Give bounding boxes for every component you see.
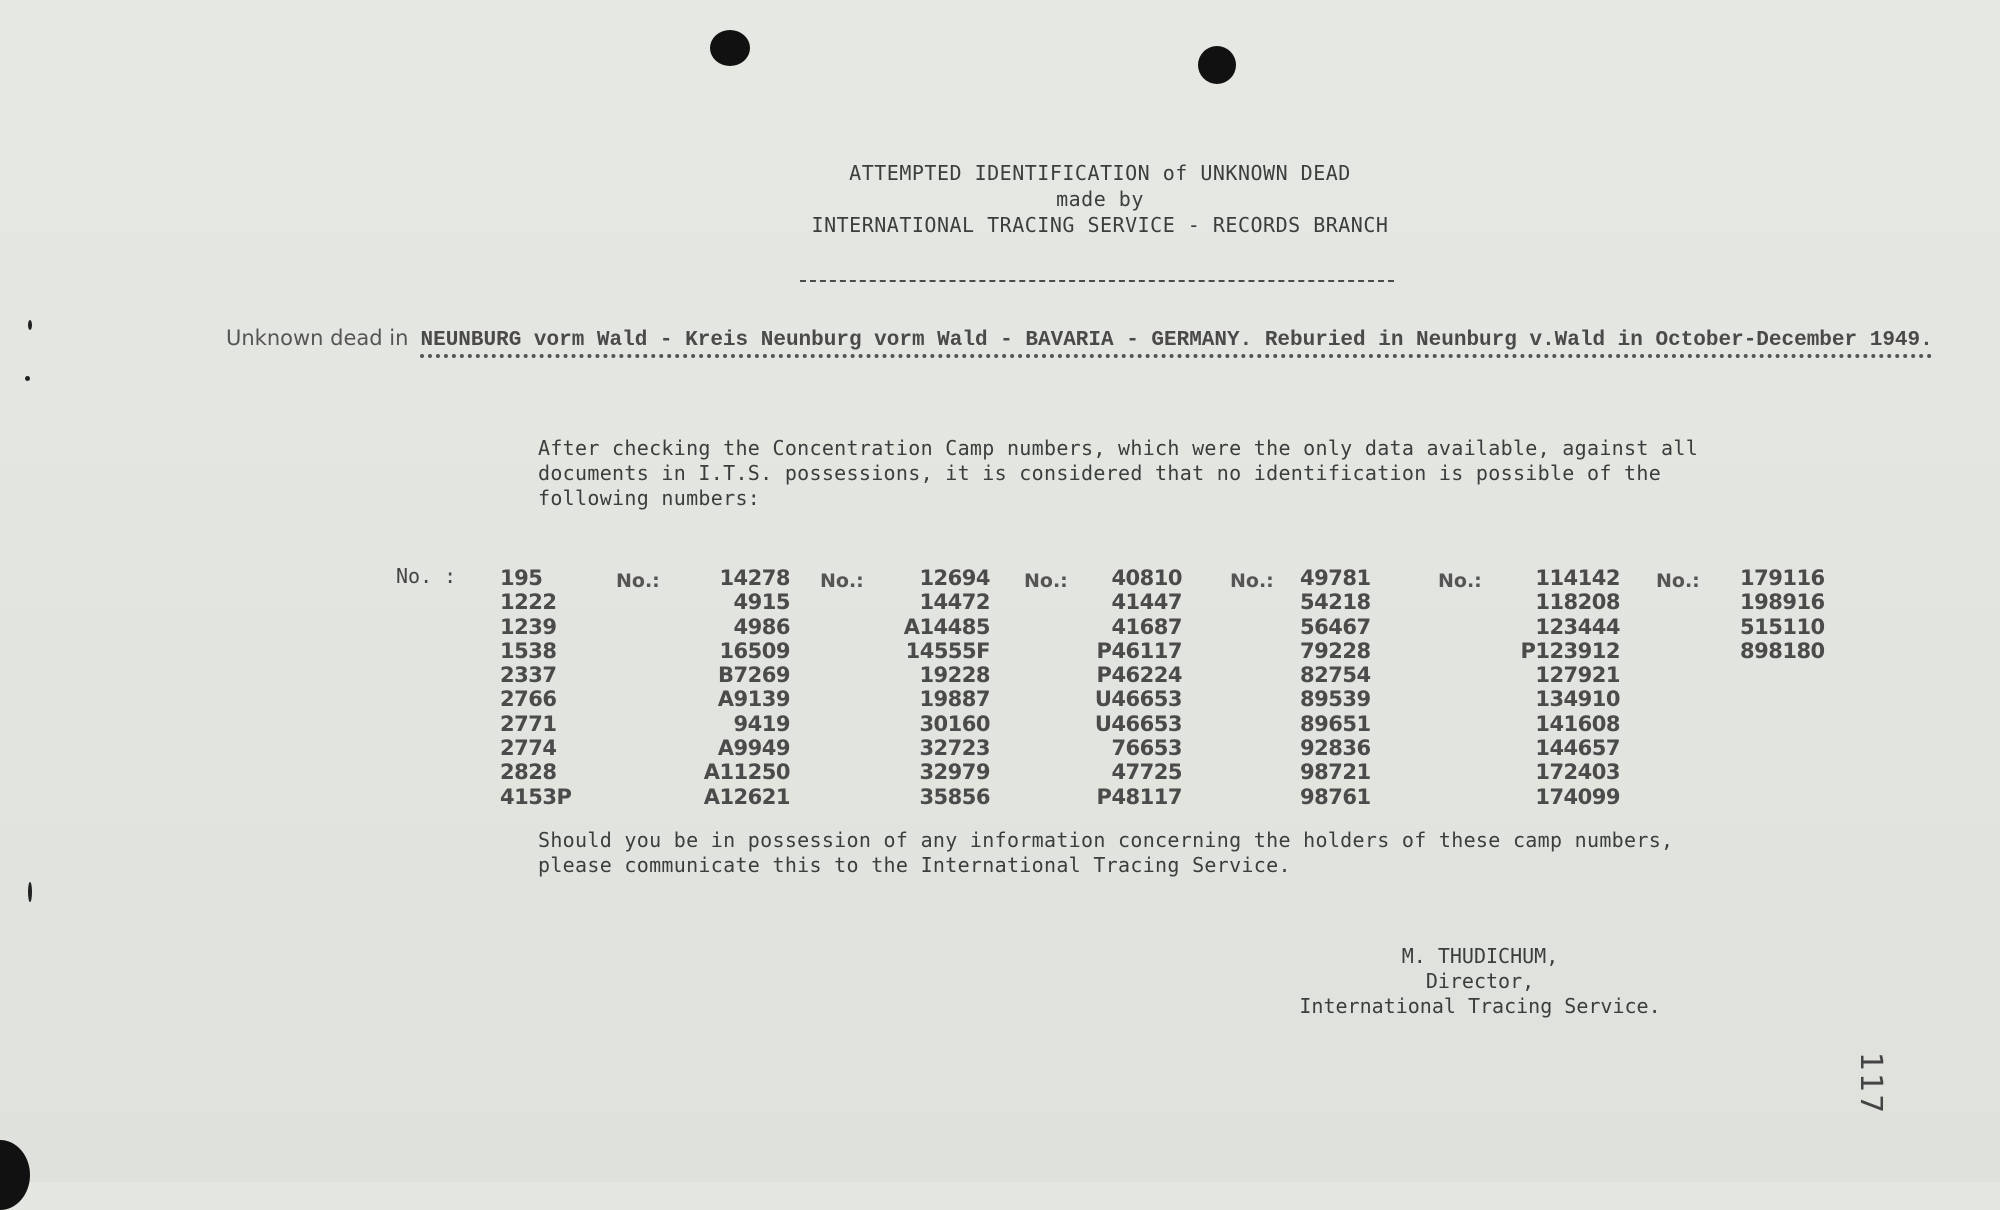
camp-number: 144657 bbox=[1535, 736, 1620, 761]
numbers-label: No.: bbox=[1024, 570, 1068, 592]
numbers-column bbox=[500, 566, 570, 809]
signatory-title: Director, bbox=[1425, 969, 1535, 993]
camp-number: 30160 bbox=[919, 711, 990, 736]
signatory-organization: International Tracing Service. bbox=[1299, 994, 1661, 1018]
camp-number: 179116 bbox=[1740, 566, 1825, 590]
camp-number: 14472 bbox=[919, 590, 990, 615]
camp-number: 14555F bbox=[905, 638, 990, 663]
camp-number: U46653 bbox=[1094, 687, 1182, 712]
camp-number: 134910 bbox=[1535, 687, 1620, 712]
camp-number: 174099 bbox=[1535, 784, 1620, 809]
camp-number: 195 bbox=[500, 566, 543, 590]
camp-number: 54218 bbox=[1300, 590, 1371, 615]
camp-number: 56467 bbox=[1300, 614, 1371, 639]
camp-number: 82754 bbox=[1300, 663, 1371, 688]
camp-number: 198916 bbox=[1740, 590, 1825, 615]
camp-number: 118208 bbox=[1535, 590, 1620, 615]
numbers-column bbox=[880, 566, 990, 809]
intro-paragraph: After checking the Concentration Camp numbers, which were the only data available, against all documents in I.T.S. possessions, it is considered that no identification is possible of the following numbers: bbox=[538, 436, 1699, 510]
camp-number: P123912 bbox=[1520, 638, 1620, 663]
camp-number: 141608 bbox=[1535, 711, 1620, 736]
numbers-label: No. : bbox=[396, 564, 457, 588]
camp-number: 41447 bbox=[1111, 590, 1182, 615]
numbers-column bbox=[1500, 566, 1620, 809]
camp-number: 32979 bbox=[919, 760, 990, 785]
numbers-column bbox=[1300, 566, 1388, 809]
punch-hole bbox=[710, 30, 750, 66]
numbers-column bbox=[1080, 566, 1182, 809]
speck-mark bbox=[28, 320, 32, 330]
closing-paragraph: Should you be in possession of any information concerning the holders of these camp numbers, please communicate this to the International Tracing Service. bbox=[538, 828, 1674, 877]
camp-number: 123444 bbox=[1535, 614, 1620, 639]
camp-number: 4153P bbox=[500, 784, 572, 809]
camp-number: 2828 bbox=[500, 760, 557, 785]
subject-location: NEUNBURG vorm Wald - Kreis Neunburg vorm Wald - BAVARIA - GERMANY. Reburied in Neunburg v.Wald in October-December 1949. bbox=[420, 329, 1932, 358]
camp-number: 40810 bbox=[1111, 566, 1182, 590]
camp-number: 1222 bbox=[500, 590, 557, 615]
numbers-label: No.: bbox=[616, 570, 660, 592]
camp-number: 1538 bbox=[500, 638, 557, 663]
camp-number: 98721 bbox=[1300, 760, 1371, 785]
corner-shadow bbox=[0, 1140, 30, 1210]
camp-number: 76653 bbox=[1111, 736, 1182, 761]
camp-number: 92836 bbox=[1300, 736, 1371, 761]
header-organization: INTERNATIONAL TRACING SERVICE - RECORDS BRANCH bbox=[811, 213, 1389, 237]
camp-number: 16509 bbox=[719, 638, 790, 663]
header-subtitle: made by bbox=[1056, 187, 1144, 211]
camp-number: 172403 bbox=[1535, 760, 1620, 785]
camp-number: 19228 bbox=[919, 663, 990, 688]
camp-number: 41687 bbox=[1111, 614, 1182, 639]
camp-number: 35856 bbox=[919, 784, 990, 809]
camp-number: P46224 bbox=[1096, 663, 1182, 688]
document-header bbox=[700, 160, 1500, 238]
camp-number: 89651 bbox=[1300, 711, 1371, 736]
subject-lead: Unknown dead in bbox=[226, 326, 409, 350]
numbers-column bbox=[1740, 566, 1830, 663]
camp-number: 79228 bbox=[1300, 638, 1371, 663]
signature-block bbox=[1280, 944, 1680, 1019]
camp-number: P48117 bbox=[1096, 784, 1182, 809]
camp-number: 14278 bbox=[719, 566, 790, 590]
camp-number: 98761 bbox=[1300, 784, 1371, 809]
camp-number: A11250 bbox=[703, 760, 790, 785]
header-divider bbox=[800, 280, 1394, 282]
camp-number: 4915 bbox=[733, 590, 790, 615]
numbers-label: No.: bbox=[820, 570, 864, 592]
camp-number: 47725 bbox=[1111, 760, 1182, 785]
subject-line bbox=[226, 326, 1933, 352]
camp-number: 12694 bbox=[919, 566, 990, 590]
speck-mark bbox=[25, 376, 30, 381]
camp-number: 898180 bbox=[1740, 638, 1825, 663]
camp-number: U46653 bbox=[1094, 711, 1182, 736]
signatory-name: M. THUDICHUM, bbox=[1401, 944, 1559, 968]
camp-number: 9419 bbox=[733, 711, 790, 736]
camp-number: 515110 bbox=[1740, 614, 1825, 639]
page-number: 117 bbox=[1853, 1052, 1888, 1116]
numbers-label: No.: bbox=[1230, 570, 1274, 592]
camp-number: B7269 bbox=[718, 663, 790, 688]
camp-number: 1239 bbox=[500, 614, 557, 639]
numbers-column bbox=[690, 566, 790, 809]
camp-number: 4986 bbox=[733, 614, 790, 639]
camp-number: 114142 bbox=[1535, 566, 1620, 590]
camp-number: 2774 bbox=[500, 736, 557, 761]
camp-number: 2766 bbox=[500, 687, 557, 712]
numbers-label: No.: bbox=[1656, 570, 1700, 592]
camp-number: A9139 bbox=[717, 687, 790, 712]
camp-number: 49781 bbox=[1300, 566, 1371, 590]
camp-number: 2337 bbox=[500, 663, 557, 688]
camp-number: 2771 bbox=[500, 711, 557, 736]
header-title: ATTEMPTED IDENTIFICATION of UNKNOWN DEAD bbox=[849, 161, 1351, 185]
camp-number: A14485 bbox=[903, 614, 990, 639]
camp-number: P46117 bbox=[1096, 638, 1182, 663]
camp-number: 127921 bbox=[1535, 663, 1620, 688]
camp-number: 89539 bbox=[1300, 687, 1371, 712]
speck-mark bbox=[28, 882, 32, 902]
punch-hole bbox=[1198, 46, 1236, 84]
camp-number: 19887 bbox=[919, 687, 990, 712]
numbers-label: No.: bbox=[1438, 570, 1482, 592]
camp-number: 32723 bbox=[919, 736, 990, 761]
camp-number: A12621 bbox=[703, 784, 790, 809]
camp-number: A9949 bbox=[717, 736, 790, 761]
